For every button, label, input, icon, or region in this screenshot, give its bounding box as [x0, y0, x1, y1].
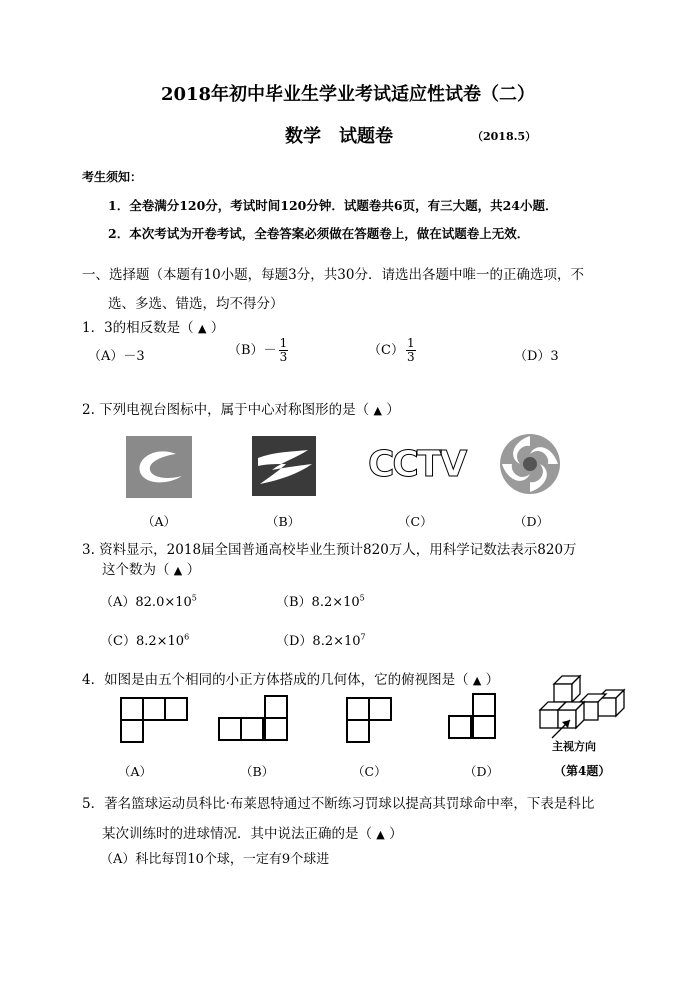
top-view-b-icon: [218, 695, 290, 743]
logo-b-icon: [252, 436, 316, 496]
q4-stem: [82, 668, 499, 688]
notice-item-1: 1．全卷满分120分，考试时间120分钟．试题卷共6页，有三大题，共24小题．: [108, 198, 558, 213]
section1-line2: 选、多选、错选，均不得分）: [108, 296, 284, 312]
q1-close: ）: [210, 320, 225, 336]
exam-date: （2018.5）: [472, 130, 537, 143]
q3-close: ）: [186, 562, 201, 578]
q1-option-b: [228, 337, 288, 364]
top-view-c-icon: [346, 697, 398, 745]
section1-line1: 一、选择题（本题有10小题，每题3分，共30分．请选出各题中唯一的正确选项，不: [82, 267, 584, 283]
frac-numerator: 1: [406, 336, 415, 350]
q3-option-b: [276, 591, 365, 610]
fraction: [406, 337, 416, 364]
q3-option-a: [100, 591, 197, 610]
q1-option-c-label: （C）: [368, 343, 404, 358]
q1-option-d: （D）3: [514, 349, 559, 364]
q3-line1: 3. 资料显示，2018届全国普通高校毕业生预计820万人，用科学记数法表示820万: [82, 542, 577, 558]
logo-a-icon: [126, 436, 192, 498]
q1-option-c: [368, 337, 416, 364]
q4-label-c: （C）: [352, 764, 387, 779]
frac-denominator: 3: [406, 350, 415, 364]
q5-option-a: （A）科比每罚10个球，一定有9个球进: [100, 852, 330, 867]
q2-close: ）: [386, 402, 400, 418]
q3-option-c-text: （C）8.2×10: [100, 634, 185, 649]
logo-c-icon: [368, 440, 466, 490]
q2-label-b: （B）: [266, 514, 301, 529]
q5-line2-text: 某次训练时的进球情况．其中说法正确的是（: [102, 826, 372, 842]
frac-numerator: 1: [279, 336, 288, 350]
q3-option-d-text: （D）8.2×10: [276, 634, 361, 649]
figure-caption: （第4题）: [554, 764, 611, 778]
notice-item-2: 2．本次考试为开卷考试，全卷答案必须做在答题卷上，做在试题卷上无效．: [108, 226, 530, 241]
answer-triangle-icon: ▲: [472, 674, 482, 687]
q4-label-b: （B）: [240, 764, 275, 779]
answer-triangle-icon: ▲: [373, 404, 382, 417]
q2-label-a: （A）: [142, 514, 177, 529]
exponent: 6: [184, 632, 190, 642]
q1-option-b-label: （B）－: [228, 343, 277, 358]
q1-option-a: （A）－3: [88, 349, 145, 364]
q3-option-c: [100, 630, 189, 649]
direction-label: 主视方向: [552, 740, 596, 753]
frac-denominator: 3: [279, 350, 288, 364]
top-view-a-icon: [120, 697, 190, 745]
q2-label-c: （C）: [398, 514, 433, 529]
q4-close: ）: [485, 672, 500, 688]
exponent: 7: [360, 632, 366, 642]
q2-stem: [82, 398, 400, 418]
q4-label-a: （A）: [118, 764, 153, 779]
q4-label-d: （D）: [464, 764, 500, 779]
exponent: 5: [359, 593, 365, 603]
q3-option-a-text: （A）82.0×10: [100, 595, 192, 610]
logo-d-icon: [498, 432, 562, 496]
exam-subtitle: 数学 试题卷: [285, 126, 393, 147]
q3-option-b-text: （B）8.2×10: [276, 595, 360, 610]
q3-line2: [102, 558, 200, 578]
q2-stem-text: 2. 下列电视台图标中，属于中心对称图形的是（: [82, 402, 370, 418]
fraction: [279, 337, 289, 364]
q2-label-d: （D）: [514, 514, 550, 529]
exponent: 5: [191, 593, 197, 603]
answer-triangle-icon: ▲: [376, 828, 385, 841]
q1-stem: [82, 316, 224, 336]
notice-heading: 考生须知：: [82, 170, 143, 184]
q1-stem-text: 1．3的相反数是（: [82, 320, 194, 336]
q5-close: ）: [389, 826, 403, 842]
answer-triangle-icon: ▲: [173, 564, 183, 577]
top-view-d-icon: [448, 693, 500, 743]
logo-c-text: CCTV: [368, 444, 466, 485]
q4-stem-text: 4．如图是由五个相同的小正方体搭成的几何体，它的俯视图是（: [82, 672, 469, 688]
exam-title: 2018年初中毕业生学业考试适应性试卷（二）: [160, 84, 536, 105]
q3-line2-text: 这个数为（: [102, 562, 170, 578]
q3-option-d: [276, 630, 366, 649]
q5-line1: 5．著名篮球运动员科比·布莱恩特通过不断练习罚球以提高其罚球命中率，下表是科比: [82, 796, 595, 812]
answer-triangle-icon: ▲: [197, 322, 207, 335]
q5-line2: [102, 822, 403, 842]
